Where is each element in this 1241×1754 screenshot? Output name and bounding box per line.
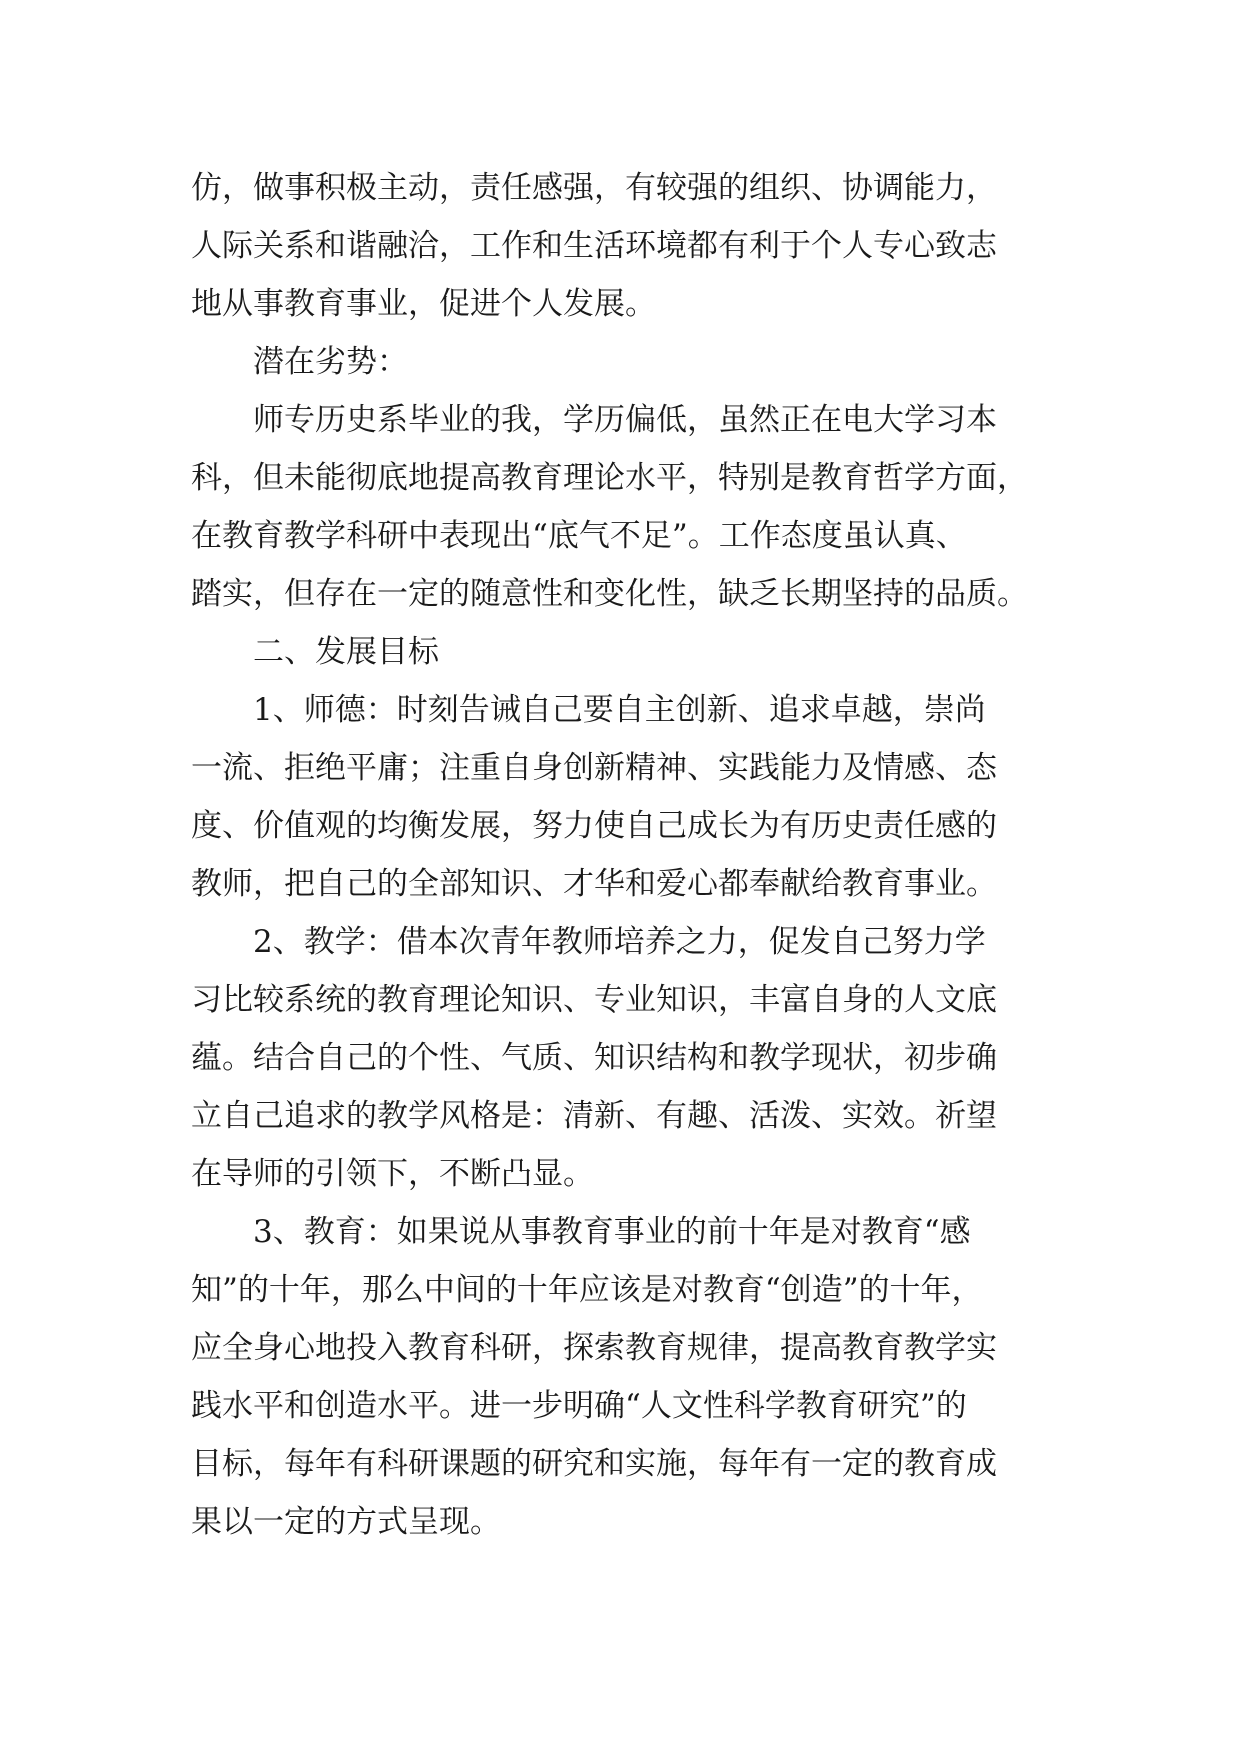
- text-line: 目标，每年有科研课题的研究和实施，每年有一定的教育成: [191, 1446, 997, 1482]
- text-line: 仿，做事积极主动，责任感强，有较强的组织、协调能力，: [191, 170, 997, 206]
- text-line: 习比较系统的教育理论知识、专业知识，丰富自身的人文底: [191, 982, 997, 1018]
- text-line: 地从事教育事业，促进个人发展。: [191, 286, 656, 322]
- text-line: 应全身心地投入教育科研，探索教育规律，提高教育教学实: [191, 1330, 997, 1366]
- text-line: 教师，把自己的全部知识、才华和爱心都奉献给教育事业。: [191, 866, 997, 902]
- text-line: 2、教学：借本次青年教师培养之力，促发自己努力学: [253, 924, 986, 960]
- text-line: 果以一定的方式呈现。: [191, 1504, 501, 1540]
- text-line: 知”的十年，那么中间的十年应该是对教育“创造”的十年，: [191, 1272, 983, 1308]
- text-line: 师专历史系毕业的我，学历偏低，虽然正在电大学习本: [253, 402, 997, 438]
- text-line: 一流、拒绝平庸；注重自身创新精神、实践能力及情感、态: [191, 750, 997, 786]
- text-line: 科，但未能彻底地提高教育理论水平，特别是教育哲学方面，: [191, 460, 1028, 496]
- text-line: 1、师德：时刻告诫自己要自主创新、追求卓越，崇尚: [253, 692, 986, 728]
- text-line: 在教育教学科研中表现出“底气不足”。工作态度虽认真、: [191, 518, 967, 554]
- text-line: 在导师的引领下，不断凸显。: [191, 1156, 594, 1192]
- subheading-line: 潜在劣势：: [253, 344, 408, 380]
- section-heading: 二、发展目标: [253, 634, 439, 670]
- text-line: 践水平和创造水平。进一步明确“人文性科学教育研究”的: [191, 1388, 967, 1424]
- text-line: 3、教育：如果说从事教育事业的前十年是对教育“感: [253, 1214, 971, 1250]
- text-line: 踏实，但存在一定的随意性和变化性，缺乏长期坚持的品质。: [191, 576, 1028, 612]
- text-line: 人际关系和谐融洽，工作和生活环境都有利于个人专心致志: [191, 228, 997, 264]
- text-line: 立自己追求的教学风格是：清新、有趣、活泼、实效。祈望: [191, 1098, 997, 1134]
- text-line: 度、价值观的均衡发展，努力使自己成长为有历史责任感的: [191, 808, 997, 844]
- text-line: 蕴。结合自己的个性、气质、知识结构和教学现状，初步确: [191, 1040, 997, 1076]
